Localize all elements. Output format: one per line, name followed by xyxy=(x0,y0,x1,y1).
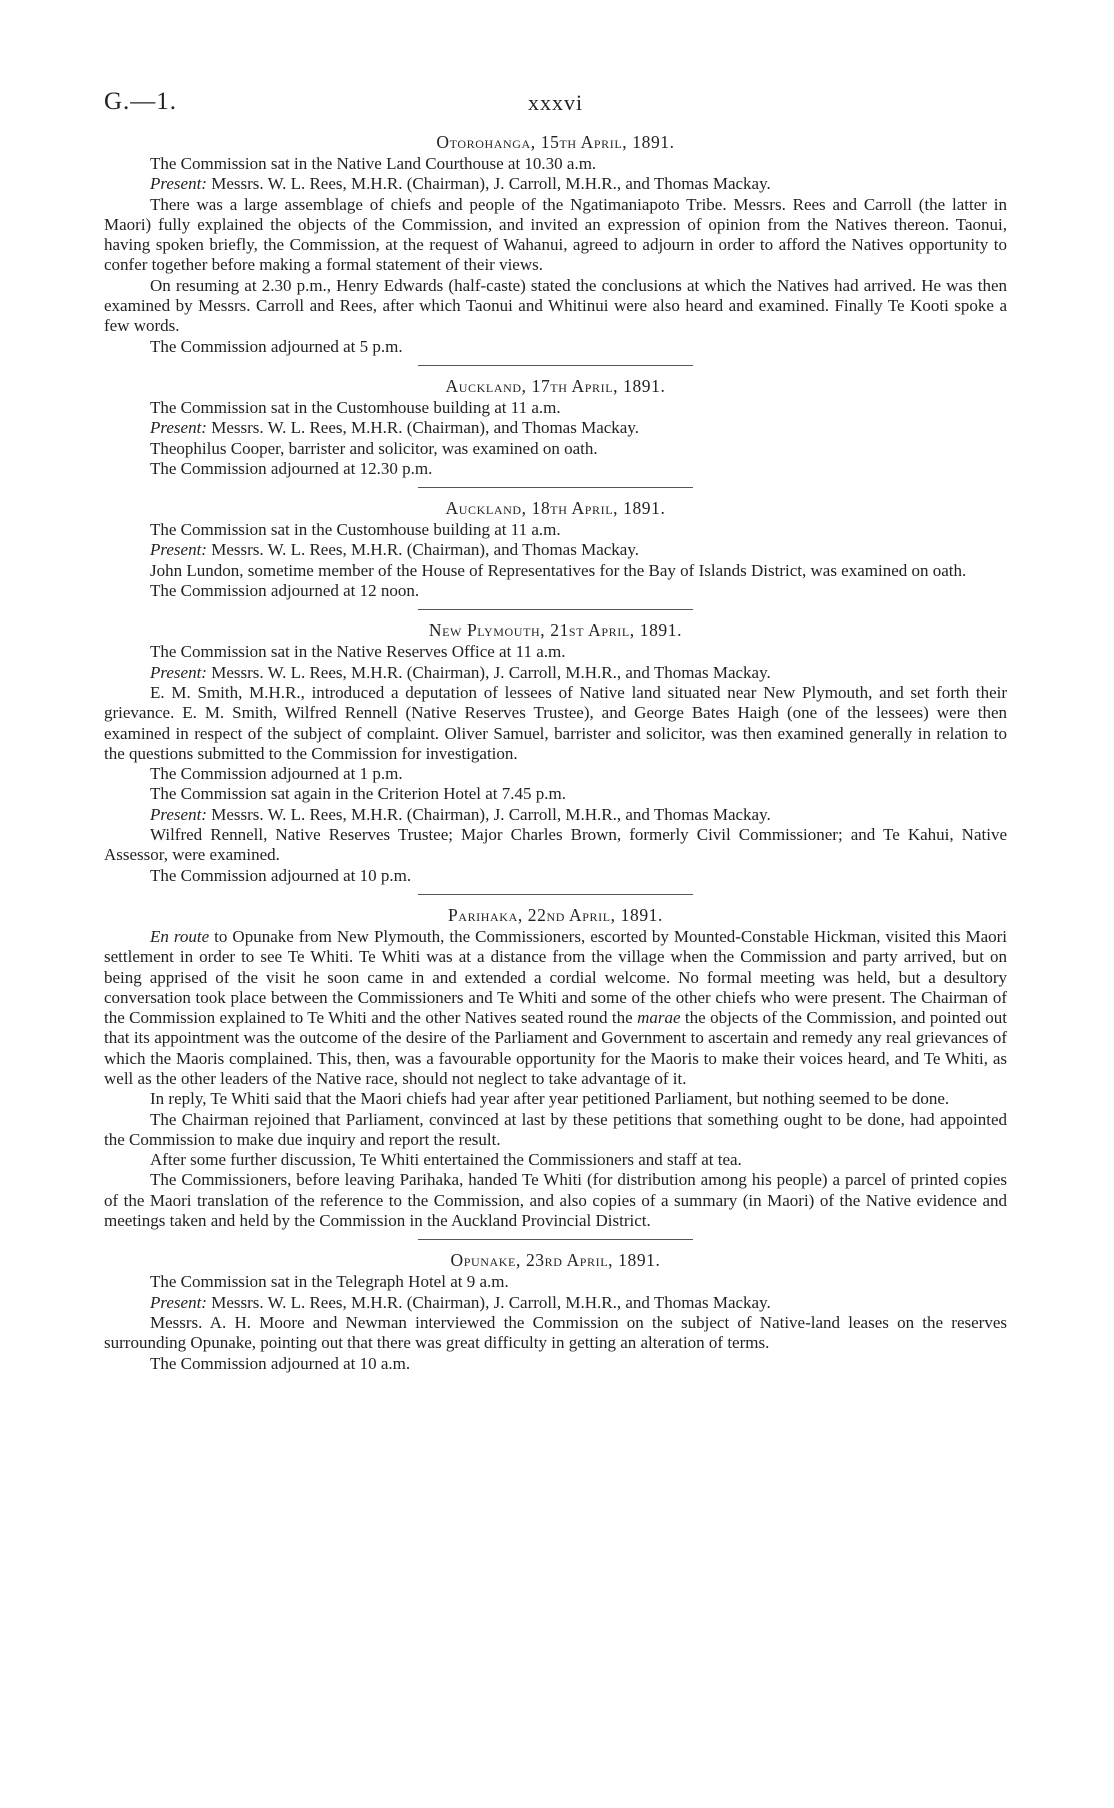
heading-date: , 23rd April, 1891. xyxy=(516,1250,661,1271)
paragraph: The Commission adjourned at 12.30 p.m. xyxy=(150,458,433,478)
present-paragraph: Present: Messrs. W. L. Rees, M.H.R. (Chairman), and Thomas Mackay. xyxy=(150,418,639,438)
paragraph: The Commission sat in the Customhouse building at 11 a.m. xyxy=(150,520,561,540)
heading-place: New Plymouth xyxy=(428,620,541,641)
section-heading xyxy=(104,498,1007,518)
section-auckland-18 xyxy=(104,498,1007,601)
heading-date: , 18th April, 1891. xyxy=(521,498,666,519)
heading-place: Otorohanga xyxy=(436,132,531,152)
section-divider xyxy=(418,487,693,488)
heading-place: Auckland xyxy=(445,375,522,396)
heading-date: , 15th April, 1891. xyxy=(530,132,675,152)
present-paragraph: Present: Messrs. W. L. Rees, M.H.R. (Chairman), J. Carroll, M.H.R., and Thomas Mackay. xyxy=(150,804,771,824)
paragraph: En route to Opunake from New Plymouth, the Commissioners, escorted by Mounted-Constable Hickman, visited this Maori settlement in order to see Te Whiti. Te Whiti was at a distance from the village when the Commission and party arrived, but on being apprised of the visit he soon came in and extended a cordial welcome. No formal meeting was held, but a desultory conversation took place between the Commissioners and Te Whiti and some of the other chiefs who were present. The Chairman of the Commission explained to Te Whiti and the other Natives seated round the marae the objects of the Commission, and pointed out that its appointment was the outcome of the desire of the Parliament and Government to ascertain and remedy any real grievances of which the Maoris complained. This, then, was a favourable opportunity for the Maoris to make their voices heard, and Te Whiti, as well as the other leaders of the Native race, should not neglect to take advantage of it. xyxy=(104,926,1007,1088)
paragraph: The Commission adjourned at 10 a.m. xyxy=(150,1353,411,1373)
section-heading xyxy=(104,132,1007,152)
paragraph: In reply, Te Whiti said that the Maori chiefs had year after year petitioned Parliament, but nothing seemed to be done. xyxy=(150,1089,950,1109)
paragraph: The Commission sat in the Telegraph Hotel at 9 a.m. xyxy=(150,1272,509,1292)
section-heading xyxy=(104,905,1007,925)
heading-date: , 17th April, 1891. xyxy=(521,375,666,396)
heading-date: , 21st April, 1891. xyxy=(540,620,683,641)
paragraph: The Commission sat in the Native Land Courthouse at 10.30 a.m. xyxy=(150,154,597,173)
paragraph: The Commission sat in the Customhouse building at 11 a.m. xyxy=(150,397,561,417)
heading-date: , 22nd April, 1891. xyxy=(517,904,664,925)
present-paragraph: Present: Messrs. W. L. Rees, M.H.R. (Chairman), J. Carroll, M.H.R., and Thomas Mackay. xyxy=(150,662,771,682)
section-divider xyxy=(418,365,693,366)
paragraph: The Chairman rejoined that Parliament, convinced at last by these petitions that something ought to be done, had appointed the Commission to make due inquiry and report the result. xyxy=(104,1109,1007,1149)
paragraph: After some further discussion, Te Whiti entertained the Commissioners and staff at tea. xyxy=(150,1150,742,1170)
paragraph: There was a large assemblage of chiefs and people of the Ngatimaniapoto Tribe. Messrs. Rees and Carroll (the latter in Maori) fully explained the objects of the Commission, and invited an expression of opinion from the Natives thereon. Taonui, having spoken briefly, the Commission, at the request of Wahanui, agreed to adjourn in order to afford the Natives opportunity to confer together before making a formal statement of their views. xyxy=(104,194,1007,275)
heading-place: Parihaka xyxy=(447,904,518,925)
document-reference: G.—1. xyxy=(104,88,178,115)
section-divider xyxy=(418,609,693,610)
section-parihaka xyxy=(104,905,1007,1231)
paragraph: The Commission sat again in the Criterion Hotel at 7.45 p.m. xyxy=(150,784,566,804)
paragraph: Wilfred Rennell, Native Reserves Trustee; Major Charles Brown, formerly Civil Commissioner; and Te Kahui, Native Assessor, were examined. xyxy=(104,825,1007,865)
paragraph: The Commission adjourned at 5 p.m. xyxy=(150,336,403,356)
heading-place: Auckland xyxy=(445,498,522,519)
present-paragraph: Present: Messrs. W. L. Rees, M.H.R. (Chairman), J. Carroll, M.H.R., and Thomas Mackay. xyxy=(150,174,771,194)
paragraph: On resuming at 2.30 p.m., Henry Edwards (half-caste) stated the conclusions at which the Natives had arrived. He was then examined by Messrs. Carroll and Rees, after which Taonui and Whitinui were also heard and examined. Finally Te Kooti spoke a few words. xyxy=(104,275,1007,336)
paragraph: E. M. Smith, M.H.R., introduced a deputation of lessees of Native land situated near New Plymouth, and set forth their grievance. E. M. Smith, Wilfred Rennell (Native Reserves Trustee), and George Bates Haigh (one of the lessees) were then examined in respect of the subject of complaint. Oliver Samuel, barrister and solicitor, was then examined generally in relation to the questions submitted to the Commission for investigation. xyxy=(104,682,1007,763)
document-page xyxy=(104,88,1007,1374)
page-number: xxxvi xyxy=(527,90,584,115)
paragraph: Theophilus Cooper, barrister and solicitor, was examined on oath. xyxy=(150,438,598,458)
paragraph: John Lundon, sometime member of the House of Representatives for the Bay of Islands District, was examined on oath. xyxy=(150,560,967,580)
section-new-plymouth xyxy=(104,620,1007,886)
heading-place: Opunake xyxy=(450,1250,516,1271)
section-heading xyxy=(104,620,1007,640)
paragraph: The Commission sat in the Native Reserves Office at 11 a.m. xyxy=(150,642,566,662)
paragraph: The Commission adjourned at 10 p.m. xyxy=(150,865,412,885)
section-auckland-17 xyxy=(104,376,1007,479)
present-paragraph: Present: Messrs. W. L. Rees, M.H.R. (Chairman), J. Carroll, M.H.R., and Thomas Mackay. xyxy=(150,1292,771,1312)
page-header xyxy=(104,88,1007,132)
section-heading xyxy=(104,376,1007,396)
paragraph: Messrs. A. H. Moore and Newman interviewed the Commission on the subject of Native-land leases on the reserves surrounding Opunake, pointing out that there was great difficulty in getting an alteration of terms. xyxy=(104,1312,1007,1353)
section-divider xyxy=(418,894,693,895)
section-opunake xyxy=(104,1250,1007,1373)
paragraph: The Commission adjourned at 1 p.m. xyxy=(150,764,403,784)
present-paragraph: Present: Messrs. W. L. Rees, M.H.R. (Chairman), and Thomas Mackay. xyxy=(150,540,639,560)
section-heading xyxy=(104,1250,1007,1270)
paragraph: The Commission adjourned at 12 noon. xyxy=(150,581,420,601)
section-divider xyxy=(418,1239,693,1240)
section-otorohanga xyxy=(104,132,1007,357)
paragraph: The Commissioners, before leaving Parihaka, handed Te Whiti (for distribution among his people) a parcel of printed copies of the Maori translation of the reference to the Commission, and also copies of a summary (in Maori) of the Native evidence and meetings taken and held by the Commission in the Auckland Provincial District. xyxy=(104,1170,1007,1231)
